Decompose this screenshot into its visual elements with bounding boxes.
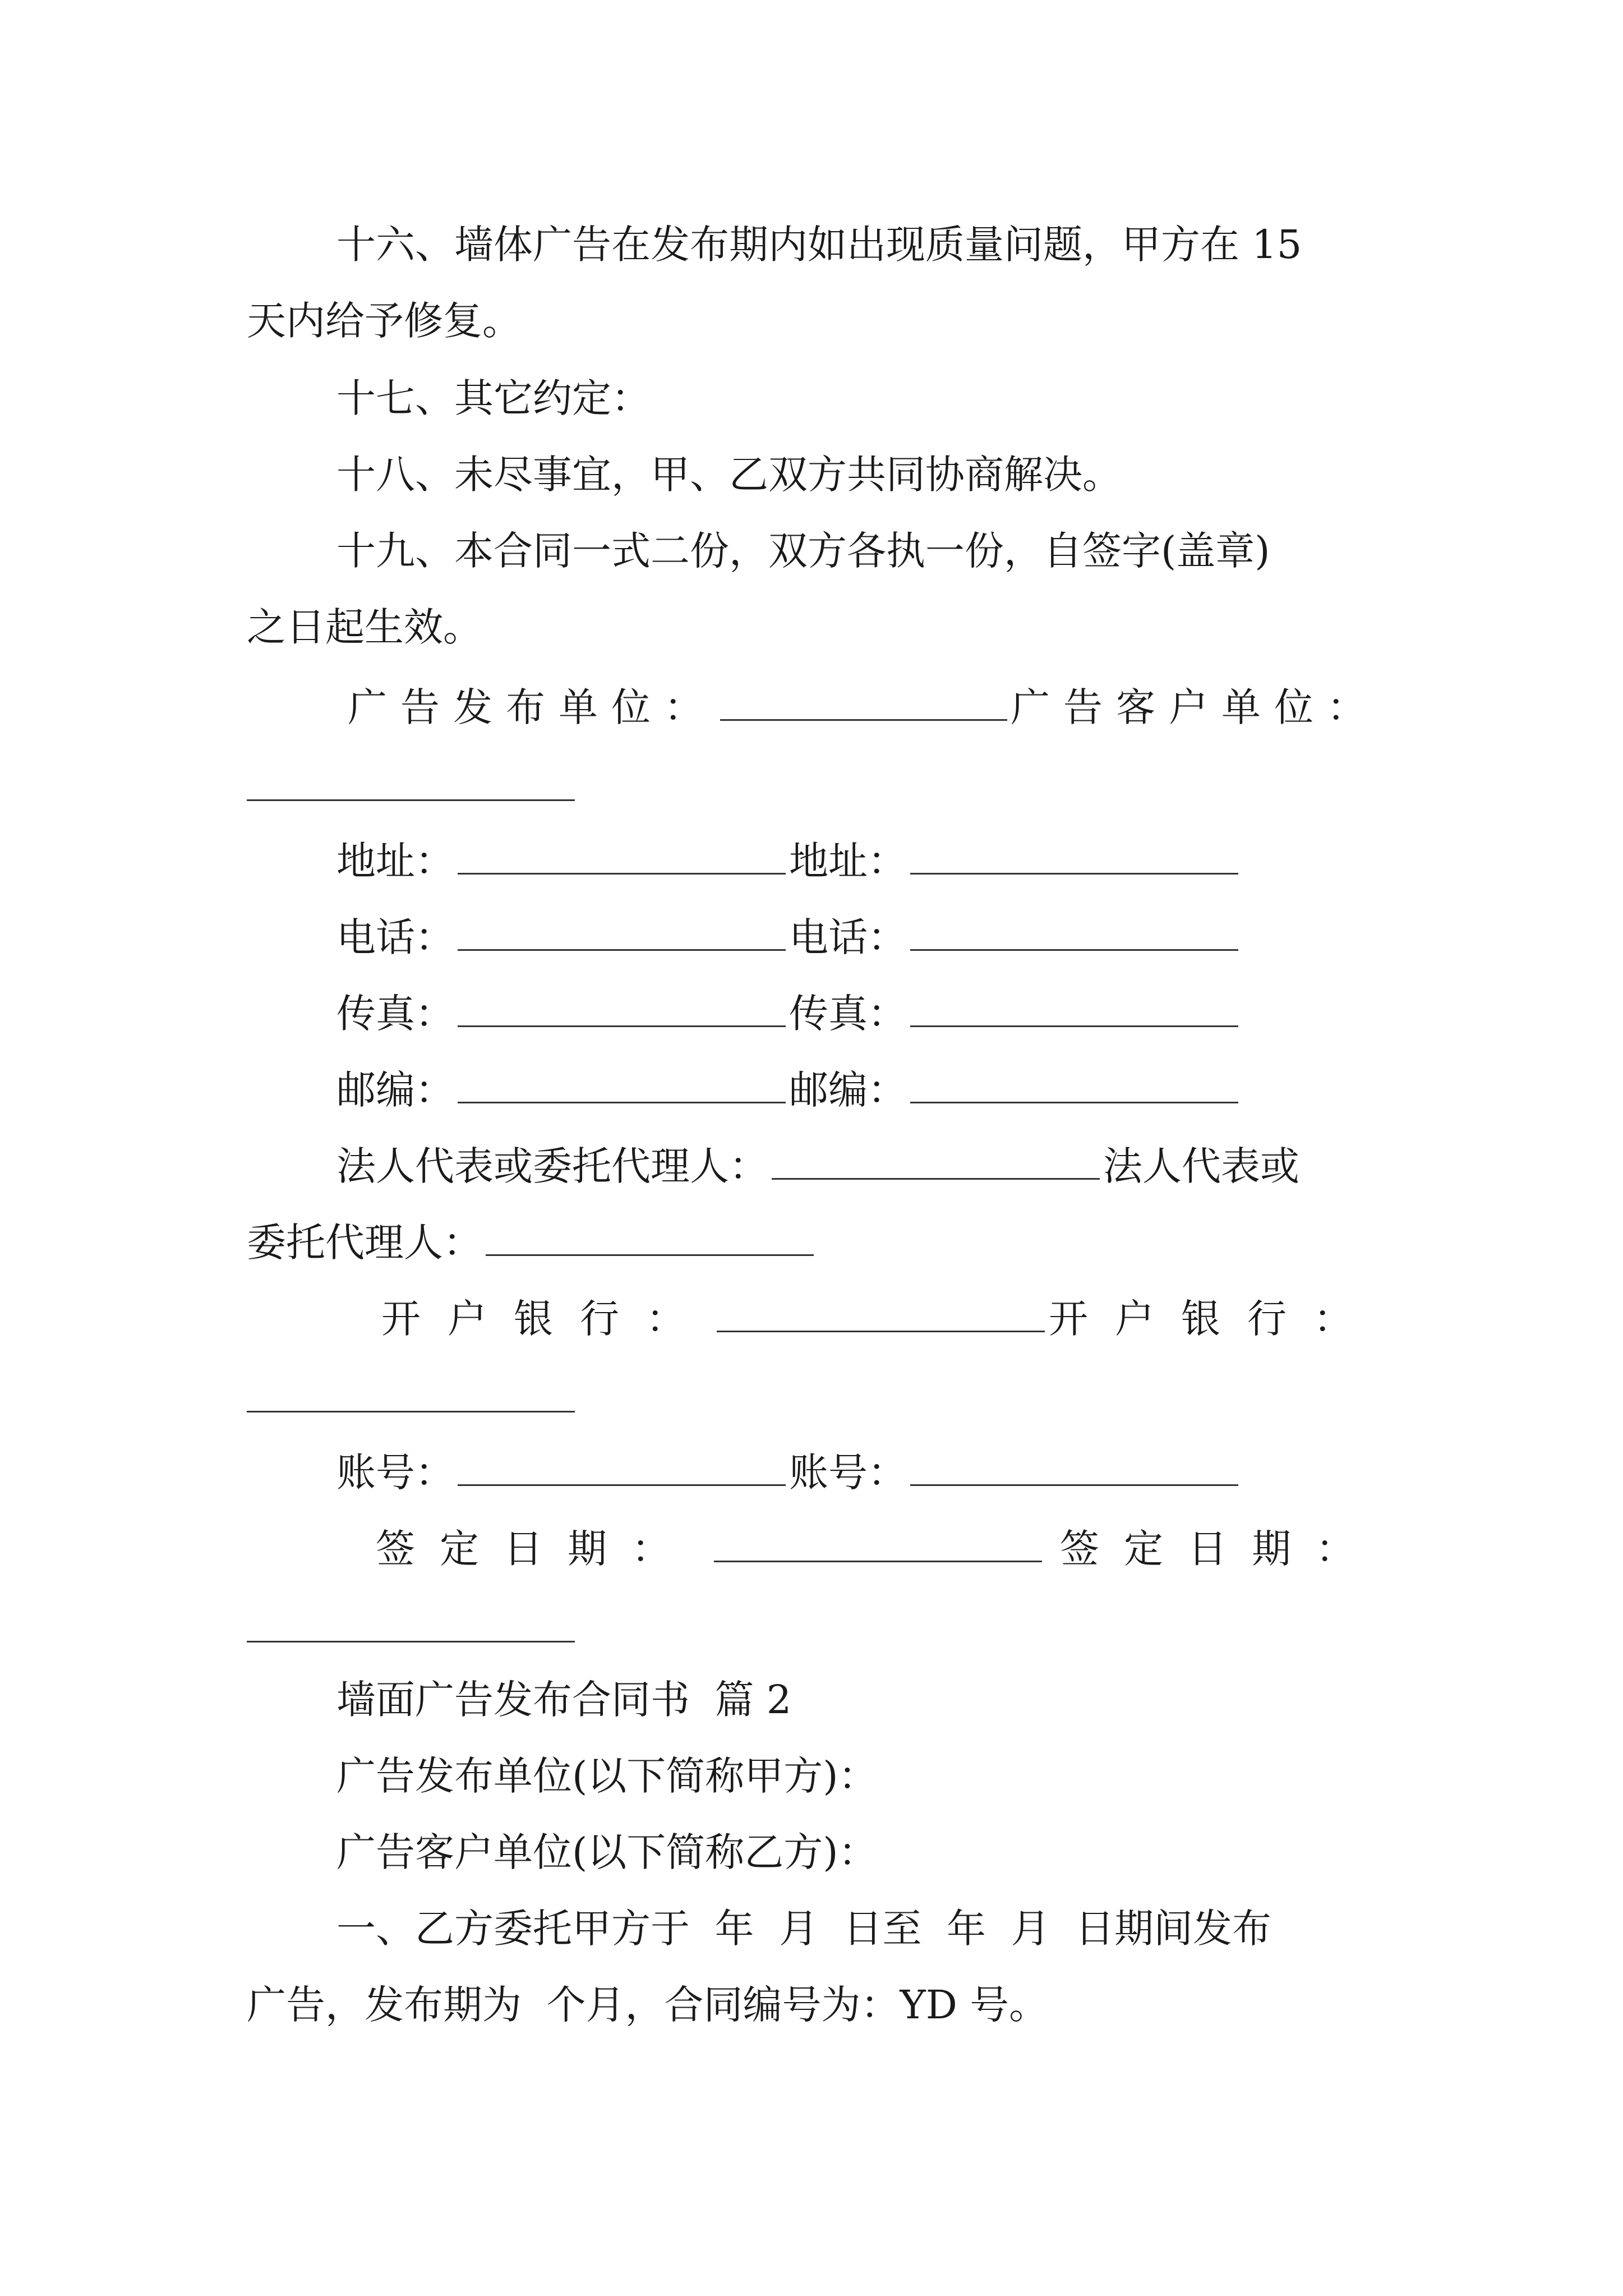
clause-16-line-1: 十六、墙体广告在发布期内如出现质量问题，甲方在 15 bbox=[336, 222, 1302, 268]
account-blank-a bbox=[458, 1442, 786, 1486]
phone-blank-b bbox=[910, 907, 1238, 951]
publisher-blank bbox=[720, 677, 1007, 721]
representative-label-b-cont: 委托代理人： bbox=[247, 1220, 482, 1266]
fax-blank-a bbox=[458, 983, 786, 1027]
signature-units-row bbox=[348, 677, 1380, 735]
phone-blank-a bbox=[458, 907, 786, 951]
address-label-b: 地址： bbox=[789, 838, 907, 884]
clause-16-line-2: 天内给予修复。 bbox=[247, 298, 522, 344]
representative-blank-a bbox=[772, 1135, 1100, 1180]
contract2-clause1-line-1: 一、乙方委托甲方于 年 月 日至 年 月 日期间发布 bbox=[336, 1906, 1272, 1952]
account-blank-b bbox=[910, 1442, 1238, 1486]
account-label-a: 账号： bbox=[336, 1450, 454, 1496]
clause-17: 十七、其它约定： bbox=[336, 375, 651, 421]
address-label-a: 地址： bbox=[336, 838, 454, 884]
fax-row bbox=[336, 983, 1391, 1042]
account-row bbox=[336, 1442, 1391, 1501]
address-blank-b bbox=[910, 830, 1238, 875]
representative-blank-b bbox=[486, 1212, 814, 1256]
client-blank-line bbox=[247, 799, 575, 801]
postcode-label-a: 邮编： bbox=[336, 1067, 454, 1113]
clause-18: 十八、未尽事宜，甲、乙双方共同协商解决。 bbox=[336, 452, 1122, 498]
fax-label-b: 传真： bbox=[789, 991, 907, 1037]
contract2-title: 墙面广告发布合同书 篇 2 bbox=[336, 1677, 792, 1723]
phone-label-a: 电话： bbox=[336, 914, 454, 960]
postcode-blank-b bbox=[910, 1059, 1238, 1103]
account-label-b: 账号： bbox=[789, 1450, 907, 1496]
client-label: 广告客户单位： bbox=[1011, 684, 1380, 730]
publisher-label: 广告发布单位： bbox=[348, 684, 717, 730]
clause-19-line-1: 十九、本合同一式二份，双方各执一份，自签字(盖章) bbox=[336, 528, 1270, 574]
date-label-a: 签定日期： bbox=[376, 1526, 695, 1572]
postcode-row bbox=[336, 1059, 1391, 1118]
contract2-party-a: 广告发布单位(以下简称甲方)： bbox=[336, 1753, 878, 1799]
date-blank-b bbox=[247, 1641, 575, 1642]
bank-blank-a bbox=[717, 1288, 1045, 1332]
clause-19-line-2: 之日起生效。 bbox=[247, 604, 482, 650]
phone-label-b: 电话： bbox=[789, 914, 907, 960]
contract2-clause1-line-2: 广告，发布期为 个月，合同编号为：YD 号。 bbox=[247, 1982, 1049, 2028]
date-label-b: 签定日期： bbox=[1060, 1526, 1380, 1572]
postcode-label-b: 邮编： bbox=[789, 1067, 907, 1113]
address-blank-a bbox=[458, 830, 786, 875]
bank-row bbox=[381, 1288, 1380, 1347]
contract2-party-b: 广告客户单位(以下简称乙方)： bbox=[336, 1829, 878, 1875]
bank-label-a: 开户银行： bbox=[381, 1296, 712, 1342]
fax-blank-b bbox=[910, 983, 1238, 1027]
date-row bbox=[376, 1518, 1380, 1577]
representative-row bbox=[336, 1135, 1391, 1194]
postcode-blank-a bbox=[458, 1059, 786, 1103]
phone-row bbox=[336, 907, 1391, 965]
representative-label-a: 法人代表或委托代理人： bbox=[336, 1143, 768, 1189]
representative-row-2 bbox=[247, 1212, 1391, 1271]
bank-blank-b bbox=[247, 1411, 575, 1412]
address-row bbox=[336, 830, 1391, 889]
representative-label-b: 法人代表或 bbox=[1103, 1143, 1299, 1189]
fax-label-a: 传真： bbox=[336, 991, 454, 1037]
date-blank-a bbox=[714, 1518, 1042, 1562]
bank-label-b: 开户银行： bbox=[1049, 1296, 1380, 1342]
